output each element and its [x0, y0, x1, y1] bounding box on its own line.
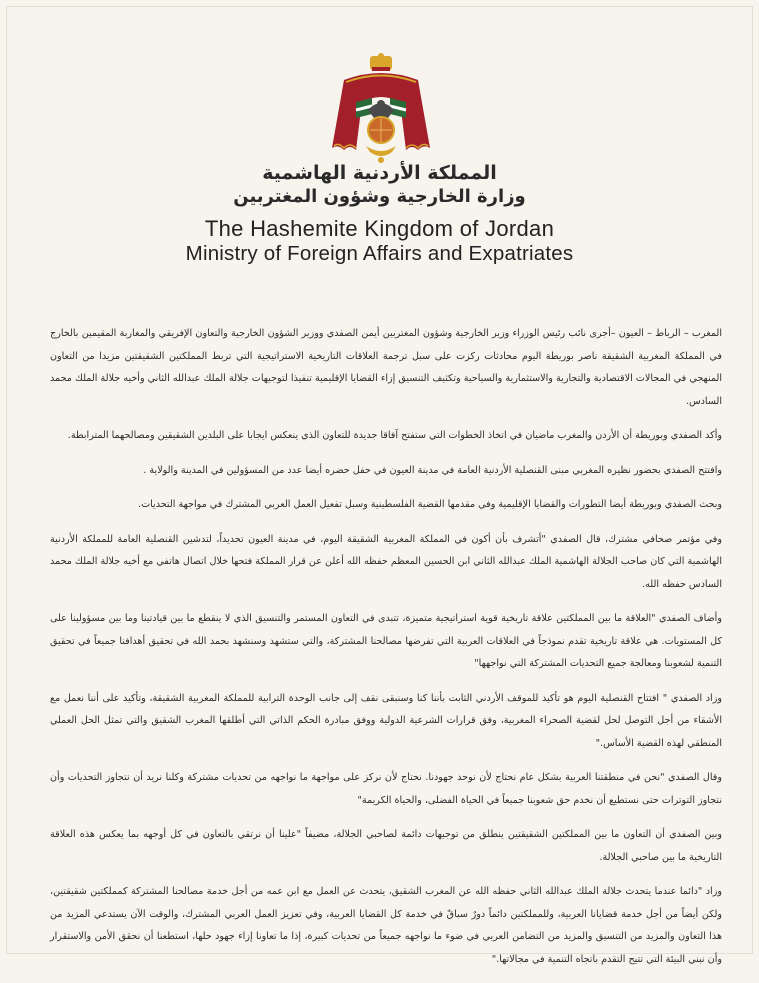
jordan-coat-of-arms-icon	[326, 52, 436, 168]
paragraph: وأضاف الصفدي "العلاقة ما بين المملكتين علاقة تاريخية قوية استراتيجية متميزة، تتبدى في التعاون المستمر والتنسيق الذي لا ينقطع ما بين قيادتينا وما بين مسؤولينا على كل المستويات. هي علاقة تاريخية تقدم نموذجاً في العلاقات العربية التي تفرضها مصالحنا المشتركة، والتي ستشهد وسنشهد بحمد الله في تحقيق أهدافنا جميعاً في تحقيق التنمية لشعوبنا ومعالجة جميع التحديات المشتركة التي نواجهها"	[50, 613, 722, 669]
paragraph: وقال الصفدي "نحن في منطقتنا العربية بشكل عام نحتاج لأن نوحد جهودنا. نحتاج لأن نركز على مواجهة ما نواجهه من تحديات مشتركة وكلنا نريد أن نتجاوز التحديات وأن نتجاوز التوترات حتى نستطيع أن نخدم حق شعوبنا جميعاً في الحياة الفضلى، والحياة الكريمة"	[50, 772, 722, 806]
press-release-body	[50, 323, 722, 983]
paragraph: وفي مؤتمر صحافي مشترك، قال الصفدي "أتشرف بأن أكون في المملكة المغربية الشقيقة اليوم، في مدينة العيون تحديداً، لتدشين القنصلية العامة للمملكة الأردنية الهاشمية التي كان صاحب الجلالة الهاشمية الملك عبدالله الثاني ابن الحسين المعظم حفظه الله أعلن عن قرار المملكة فتحها خلال اتصال هاتفي مع أخيه جلالة الملك محمد السادس حفظه الله.	[50, 533, 722, 590]
paragraph: المغرب – الرباط – العيون –أجرى نائب رئيس الوزراء وزير الخارجية وشؤون المغتربين أيمن الصفدي ووزير الشؤون الخارجية والتعاون الإفريقي والمغاربة المقيمين بالخارج في المملكة المغربية الشقيقة ناصر بوريطة اليوم محادثات ركزت على سبل ترجمة العلاقات التاريخية الاستراتيجية التي تربط المملكتين الشقيقتين مزيدا من التعاون المنهجي في المجالات الاقتصادية والتجارية والاستثمارية والسياحية وتكثيف التنسيق إزاء القضايا الإقليمية تنفيذا لتوجيهات جلالة الملك عبدالله الثاني وأخيه جلالة الملك محمد السادس.	[50, 328, 722, 407]
paragraph: وافتتح الصفدي بحضور نظيره المغربي مبنى القنصلية الأردنية العامة في مدينة العيون في حفل حضره أيضا عدد من المسؤولين في المدينة والولاية .	[143, 464, 722, 476]
ministry-title-english: Ministry of Foreign Affairs and Expatriates	[185, 242, 574, 265]
paragraph: وزاد "دائما عندما يتحدث جلالة الملك عبدالله الثاني حفظه الله عن المغرب الشقيق، يتحدث عن العمل مع ابن عمه من أجل خدمة مصالحنا المشتركة كمملكتين شقيقتين، ولكن أيضاً من أجل خدمة قضايانا العربية، وللمملكتين دائماً دورٌ سباقٌ في خدمة كل القضايا العربية، وفي تعزيز العمل العربي المشترك، والوقت الآن يستدعي المزيد من هذا التعاون والمزيد من التنسيق والمزيد من التضامن العربي في ضوء ما نواجهه جميعاً من تحديات كبيرة، إذا ما تعاونا إزاء جهود حلها، استطعنا أن نحقق الأمن والاستقرار وأن نبني البيئة التي تتيح التقدم باتجاه التنمية في مجالاتها."	[50, 886, 722, 965]
country-title-arabic: المملكة الأردنية الهاشمية	[262, 162, 497, 184]
paragraph: وبحث الصفدي وبوريطة أيضا التطورات والقضايا الإقليمية وفي مقدمها القضية الفلسطينية وسبل تفعيل العمل العربي المشترك في مواجهة التحديات.	[138, 499, 722, 510]
country-title-english: The Hashemite Kingdom of Jordan	[204, 216, 555, 241]
paragraph: وزاد الصفدي " افتتاح القنصلية اليوم هو تأكيد للموقف الأردني الثابت بأننا كنا وسنبقى نقف إلى جانب الوحدة الترابية للمملكة المغربية الشقيقة، وتأكيد على أننا نعمل مع الأشقاء من أجل التوصل لحل لقضية الصحراء المغربية، وفق قرارات الشرعية الدولية ووفق مبادرة الحكم الذاتي التي أطلقها المغرب الشقيق والتي تمثل الحل العملي المنطقي لهذه القضية الأساس."	[50, 692, 722, 749]
paragraph: وبين الصفدي أن التعاون ما بين المملكتين الشقيقتين ينطلق من توجيهات دائمة لصاحبي الجلالة، مضيفاً "علينا أن نرتقي بالتعاون في كل أوجهه بما يعكس هذه العلاقة التاريخية ما بين صاحبي الجلالة.	[50, 829, 722, 863]
ministry-title-arabic: وزارة الخارجية وشؤون المغتربين	[233, 186, 526, 207]
paragraph: وأكد الصفدي وبوريطة أن الأردن والمغرب ماضيان في اتخاذ الخطوات التي ستفتح آفاقا جديدة للتعاون الذي ينعكس ايجابا على البلدين الشقيقين ومصالحهما المترابطة.	[67, 430, 722, 441]
